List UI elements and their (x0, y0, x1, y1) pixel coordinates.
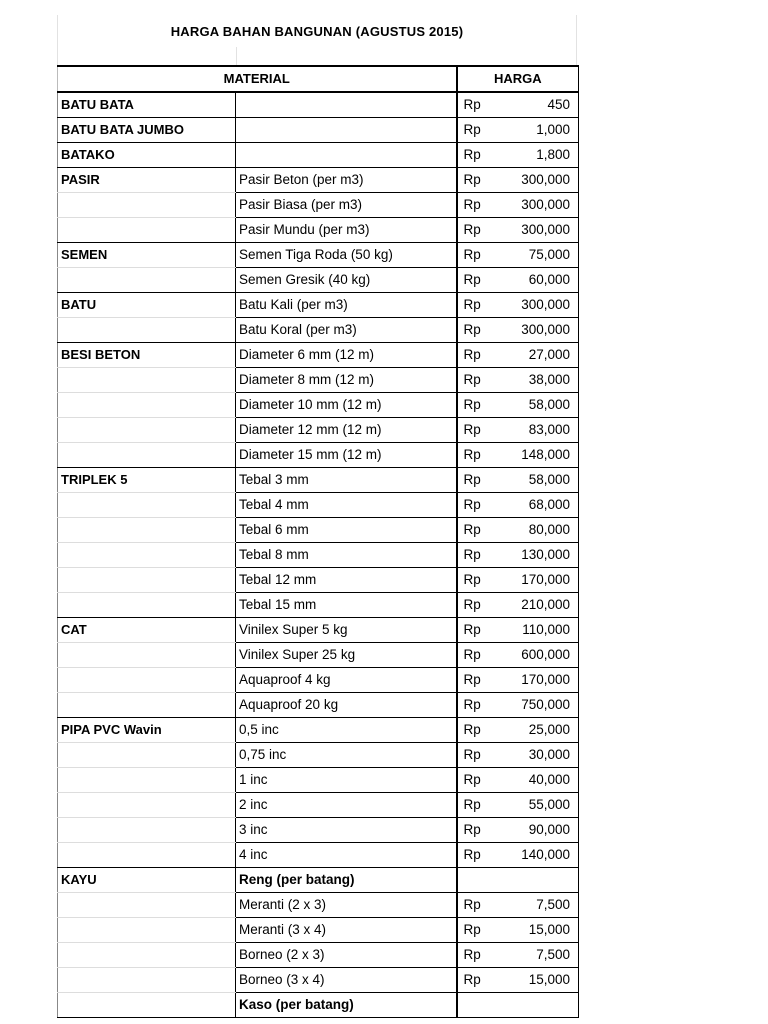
material-category (58, 368, 236, 393)
table-row (58, 843, 579, 868)
material-category (58, 743, 236, 768)
material-item: Diameter 15 mm (12 m) (236, 443, 457, 468)
price-value: 450 (487, 92, 579, 118)
material-category (58, 893, 236, 918)
material-category (58, 193, 236, 218)
price-value: 90,000 (487, 818, 579, 843)
table-row (58, 343, 579, 368)
table-row (58, 293, 579, 318)
material-category (58, 993, 236, 1018)
currency-label: Rp (457, 818, 487, 843)
price-value: 300,000 (487, 293, 579, 318)
currency-label: Rp (457, 218, 487, 243)
material-category (58, 793, 236, 818)
price-value: 30,000 (487, 743, 579, 768)
material-item: Semen Gresik (40 kg) (236, 268, 457, 293)
material-category: PIPA PVC Wavin (58, 718, 236, 743)
material-item: Tebal 8 mm (236, 543, 457, 568)
material-category (58, 443, 236, 468)
price-value: 40,000 (487, 768, 579, 793)
currency-label: Rp (457, 718, 487, 743)
currency-label: Rp (457, 593, 487, 618)
table-row (58, 218, 579, 243)
material-category: PASIR (58, 168, 236, 193)
material-item: Borneo (3 x 4) (236, 968, 457, 993)
currency-label: Rp (457, 843, 487, 868)
material-category (58, 818, 236, 843)
table-row (58, 468, 579, 493)
material-item: Reng (per batang) (236, 868, 457, 893)
price-value: 130,000 (487, 543, 579, 568)
currency-label: Rp (457, 293, 487, 318)
table-row (58, 143, 579, 168)
table-row (58, 518, 579, 543)
price-value: 60,000 (487, 268, 579, 293)
currency-label: Rp (457, 368, 487, 393)
price-value: 300,000 (487, 218, 579, 243)
price-table-body (58, 92, 579, 1018)
material-category (58, 693, 236, 718)
currency-label: Rp (457, 118, 487, 143)
table-row (58, 168, 579, 193)
material-category (58, 418, 236, 443)
currency-label: Rp (457, 493, 487, 518)
currency-label: Rp (457, 743, 487, 768)
table-row (58, 993, 579, 1018)
currency-label: Rp (457, 418, 487, 443)
currency-label: Rp (457, 92, 487, 118)
material-item: Meranti (3 x 4) (236, 918, 457, 943)
material-category (58, 968, 236, 993)
currency-label: Rp (457, 668, 487, 693)
table-row (58, 968, 579, 993)
material-item: 2 inc (236, 793, 457, 818)
table-row (58, 568, 579, 593)
price-value: 148,000 (487, 443, 579, 468)
price-value: 25,000 (487, 718, 579, 743)
price-value: 58,000 (487, 393, 579, 418)
price-value: 170,000 (487, 668, 579, 693)
price-value: 600,000 (487, 643, 579, 668)
material-item: 4 inc (236, 843, 457, 868)
table-row (58, 793, 579, 818)
material-category (58, 593, 236, 618)
price-value: 7,500 (487, 943, 579, 968)
sheet-title: HARGA BAHAN BANGUNAN (AGUSTUS 2015) (57, 15, 577, 47)
currency-label: Rp (457, 968, 487, 993)
material-category (58, 643, 236, 668)
price-value: 15,000 (487, 968, 579, 993)
price-value: 27,000 (487, 343, 579, 368)
price-value: 300,000 (487, 168, 579, 193)
material-item: Aquaproof 4 kg (236, 668, 457, 693)
material-item: Diameter 6 mm (12 m) (236, 343, 457, 368)
material-item: Tebal 6 mm (236, 518, 457, 543)
material-category: TRIPLEK 5 (58, 468, 236, 493)
material-item: Tebal 15 mm (236, 593, 457, 618)
material-category (58, 943, 236, 968)
currency-label: Rp (457, 168, 487, 193)
price-value: 15,000 (487, 918, 579, 943)
harga-header: HARGA (457, 66, 579, 92)
header-row (58, 66, 579, 92)
price-value: 1,800 (487, 143, 579, 168)
price-value: 300,000 (487, 318, 579, 343)
material-item (236, 92, 457, 118)
material-item: Meranti (2 x 3) (236, 893, 457, 918)
table-row (58, 268, 579, 293)
material-category: BATU BATA (58, 92, 236, 118)
material-header: MATERIAL (58, 66, 457, 92)
price-value: 110,000 (487, 618, 579, 643)
material-category (58, 318, 236, 343)
material-category (58, 393, 236, 418)
currency-label (457, 993, 487, 1018)
material-category: KAYU (58, 868, 236, 893)
price-value: 170,000 (487, 568, 579, 593)
material-item: 0,5 inc (236, 718, 457, 743)
table-row (58, 668, 579, 693)
price-value: 83,000 (487, 418, 579, 443)
table-row (58, 493, 579, 518)
material-category (58, 918, 236, 943)
material-item: Pasir Mundu (per m3) (236, 218, 457, 243)
table-row (58, 118, 579, 143)
material-category (58, 768, 236, 793)
material-item: 0,75 inc (236, 743, 457, 768)
currency-label: Rp (457, 193, 487, 218)
price-table (57, 65, 579, 1018)
material-category: BATU (58, 293, 236, 318)
material-item: Diameter 10 mm (12 m) (236, 393, 457, 418)
currency-label: Rp (457, 243, 487, 268)
table-row (58, 693, 579, 718)
currency-label: Rp (457, 393, 487, 418)
material-category: SEMEN (58, 243, 236, 268)
table-row (58, 743, 579, 768)
material-item (236, 143, 457, 168)
material-item: Vinilex Super 5 kg (236, 618, 457, 643)
material-category (58, 268, 236, 293)
material-category: BATU BATA JUMBO (58, 118, 236, 143)
currency-label: Rp (457, 518, 487, 543)
table-row (58, 643, 579, 668)
material-item: Diameter 8 mm (12 m) (236, 368, 457, 393)
table-row (58, 318, 579, 343)
price-value: 38,000 (487, 368, 579, 393)
price-value: 300,000 (487, 193, 579, 218)
price-sheet (57, 15, 577, 1018)
material-category (58, 543, 236, 568)
price-value: 750,000 (487, 693, 579, 718)
material-category: CAT (58, 618, 236, 643)
table-row (58, 768, 579, 793)
material-item: Kaso (per batang) (236, 993, 457, 1018)
currency-label: Rp (457, 543, 487, 568)
table-row (58, 418, 579, 443)
currency-label: Rp (457, 568, 487, 593)
blank-row (57, 47, 577, 65)
table-row (58, 893, 579, 918)
currency-label: Rp (457, 893, 487, 918)
table-row (58, 918, 579, 943)
currency-label: Rp (457, 943, 487, 968)
table-row (58, 92, 579, 118)
table-row (58, 193, 579, 218)
material-item: Vinilex Super 25 kg (236, 643, 457, 668)
currency-label: Rp (457, 143, 487, 168)
material-category (58, 843, 236, 868)
material-item: Batu Koral (per m3) (236, 318, 457, 343)
material-item: Pasir Biasa (per m3) (236, 193, 457, 218)
material-item: Diameter 12 mm (12 m) (236, 418, 457, 443)
material-category (58, 218, 236, 243)
table-row (58, 443, 579, 468)
table-row (58, 243, 579, 268)
material-item (236, 118, 457, 143)
material-item: Aquaproof 20 kg (236, 693, 457, 718)
material-category: BATAKO (58, 143, 236, 168)
currency-label: Rp (457, 693, 487, 718)
table-row (58, 543, 579, 568)
table-row (58, 818, 579, 843)
material-category (58, 568, 236, 593)
currency-label: Rp (457, 768, 487, 793)
price-value: 55,000 (487, 793, 579, 818)
currency-label: Rp (457, 343, 487, 368)
currency-label: Rp (457, 318, 487, 343)
table-row (58, 718, 579, 743)
material-item: Tebal 4 mm (236, 493, 457, 518)
currency-label (457, 868, 487, 893)
material-item: 3 inc (236, 818, 457, 843)
currency-label: Rp (457, 793, 487, 818)
table-row (58, 618, 579, 643)
currency-label: Rp (457, 918, 487, 943)
table-row (58, 393, 579, 418)
material-category: BESI BETON (58, 343, 236, 368)
price-value: 80,000 (487, 518, 579, 543)
material-item: Tebal 12 mm (236, 568, 457, 593)
table-row (58, 868, 579, 893)
table-row (58, 593, 579, 618)
material-item: Semen Tiga Roda (50 kg) (236, 243, 457, 268)
material-category (58, 518, 236, 543)
price-value: 68,000 (487, 493, 579, 518)
price-value: 140,000 (487, 843, 579, 868)
price-value: 1,000 (487, 118, 579, 143)
material-category (58, 493, 236, 518)
price-value (487, 868, 579, 893)
currency-label: Rp (457, 268, 487, 293)
price-value: 7,500 (487, 893, 579, 918)
price-value: 75,000 (487, 243, 579, 268)
currency-label: Rp (457, 468, 487, 493)
currency-label: Rp (457, 643, 487, 668)
material-item: Borneo (2 x 3) (236, 943, 457, 968)
material-item: Tebal 3 mm (236, 468, 457, 493)
material-item: Batu Kali (per m3) (236, 293, 457, 318)
material-category (58, 668, 236, 693)
material-item: Pasir Beton (per m3) (236, 168, 457, 193)
table-row (58, 368, 579, 393)
price-value (487, 993, 579, 1018)
currency-label: Rp (457, 443, 487, 468)
price-value: 210,000 (487, 593, 579, 618)
material-item: 1 inc (236, 768, 457, 793)
price-value: 58,000 (487, 468, 579, 493)
currency-label: Rp (457, 618, 487, 643)
table-row (58, 943, 579, 968)
